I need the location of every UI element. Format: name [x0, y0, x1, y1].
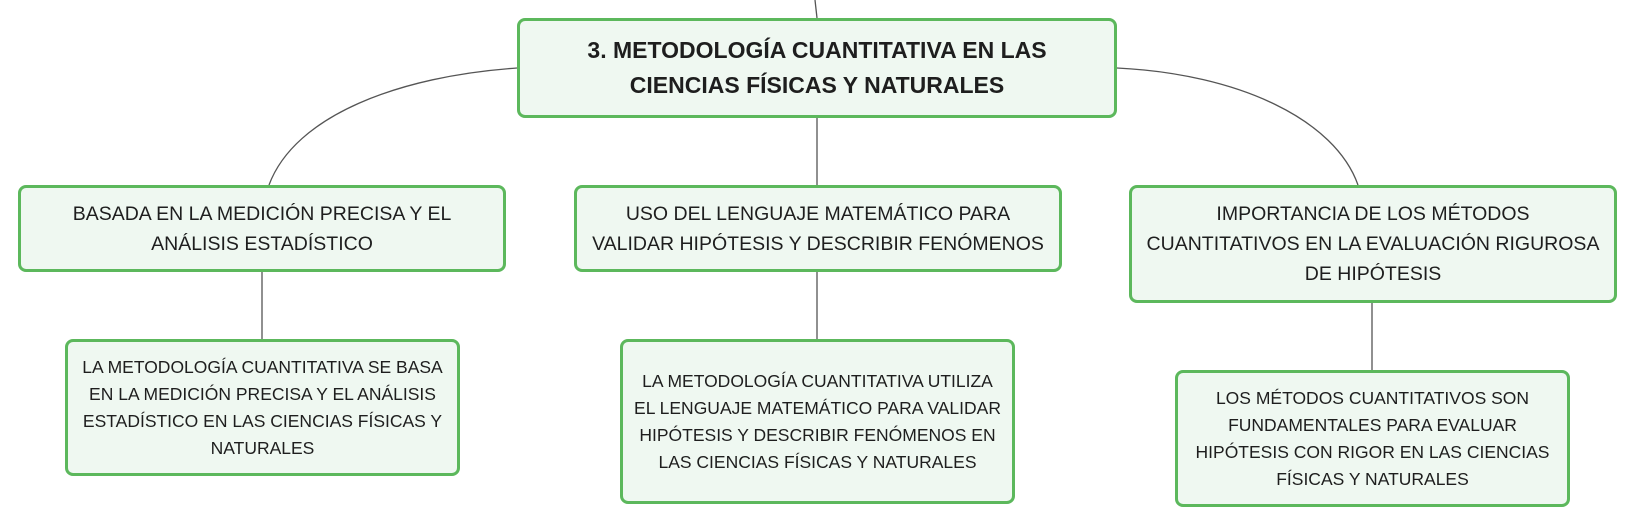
- connector-root-to-branch-3: [1117, 68, 1358, 185]
- root-topic-node[interactable]: [517, 18, 1117, 118]
- leaf-node-measurement-detail[interactable]: [65, 339, 460, 476]
- connector-root-to-branch-1: [269, 68, 517, 185]
- branch-label: USO DEL LENGUAJE MATEMÁTICO PARA VALIDAR HIPÓTESIS Y DESCRIBIR FENÓMENOS: [592, 202, 1044, 255]
- branch-node-math-language[interactable]: [574, 185, 1062, 272]
- leaf-node-quantitative-importance-detail[interactable]: [1175, 370, 1570, 507]
- branch-label: BASADA EN LA MEDICIÓN PRECISA Y EL ANÁLISIS ESTADÍSTICO: [72, 202, 452, 255]
- root-topic-label: 3. METODOLOGÍA CUANTITATIVA EN LAS CIENCIAS FÍSICAS Y NATURALES: [587, 37, 1047, 98]
- branch-label: IMPORTANCIA DE LOS MÉTODOS CUANTITATIVOS EN LA EVALUACIÓN RIGUROSA DE HIPÓTESIS: [1146, 203, 1600, 285]
- branch-node-measurement[interactable]: [18, 185, 506, 272]
- branch-node-quantitative-importance[interactable]: [1129, 185, 1617, 303]
- leaf-label: LA METODOLOGÍA CUANTITATIVA SE BASA EN LA MEDICIÓN PRECISA Y EL ANÁLISIS ESTADÍSTICO EN LAS CIENCIAS FÍSICAS Y NATURALES: [82, 356, 443, 458]
- leaf-label: LA METODOLOGÍA CUANTITATIVA UTILIZA EL LENGUAJE MATEMÁTICO PARA VALIDAR HIPÓTESIS Y DESCRIBIR FENÓMENOS EN LAS CIENCIAS FÍSICAS Y NATURALES: [634, 370, 1001, 472]
- leaf-node-math-language-detail[interactable]: [620, 339, 1015, 504]
- leaf-label: LOS MÉTODOS CUANTITATIVOS SON FUNDAMENTALES PARA EVALUAR HIPÓTESIS CON RIGOR EN LAS CIENCIAS FÍSICAS Y NATURALES: [1195, 387, 1550, 489]
- connector-parent-to-root: [815, 0, 817, 18]
